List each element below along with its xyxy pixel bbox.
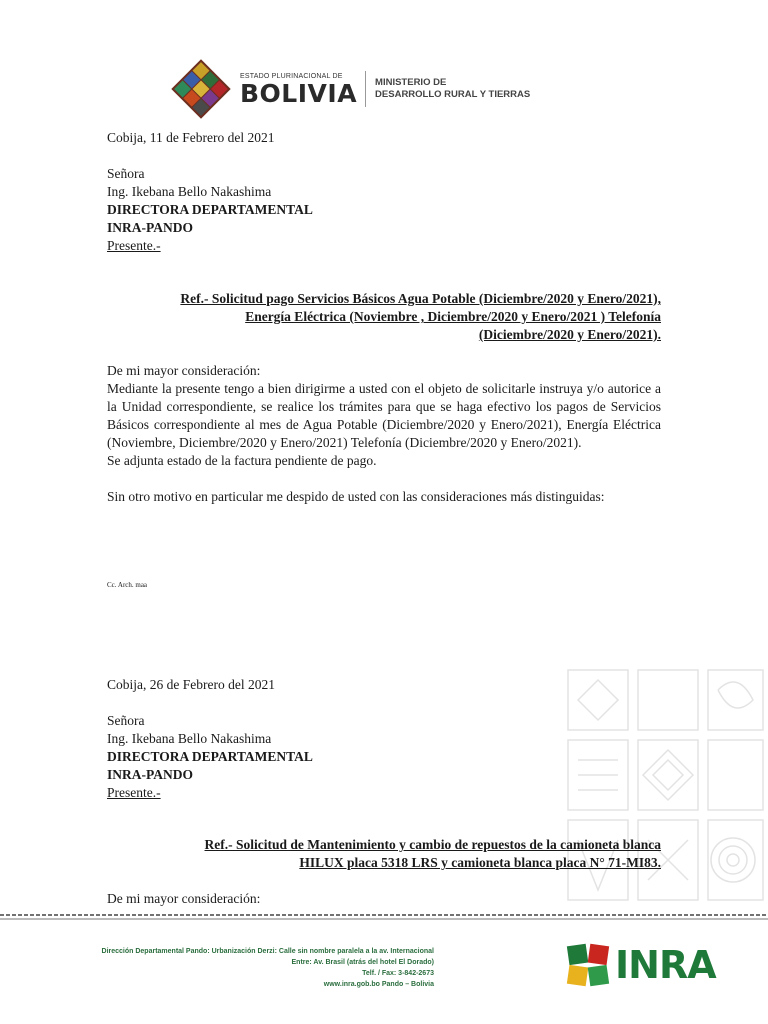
footer-line-1: Dirección Departamental Pando: Urbanización Derzi: Calle sin nombre paralela a la av. Internacional	[101, 948, 434, 955]
letter-1-presente: Presente.-	[107, 238, 161, 253]
letter-2-header	[107, 676, 661, 802]
letter-1-ref-line-3: (Diciembre/2020 y Enero/2021).	[478, 327, 661, 342]
letter-1-paragraph: Mediante la presente tengo a bien dirigirme a usted con el objeto de solicitarle instruya y/o autorice a la Unidad correspondiente, se realice los trámites para que se haga efectivo los pagos de Servicios Básicos correspondiente al mes de Agua Potable (Diciembre/2020 y Enero/2021), Energía Eléctrica (Noviembre, Diciembre/2020 y Enero/2021) Telefonía (Diciembre/2020 y Enero/2021).	[107, 381, 661, 450]
letter-1-org: INRA-PANDO	[107, 220, 193, 235]
inra-logo	[565, 942, 716, 988]
letter-2-ref-line-1: Ref.- Solicitud de Mantenimiento y cambio de repuestos de la camioneta blanca	[204, 837, 661, 852]
inra-wordmark: INRA	[615, 943, 716, 987]
letter-2-date: Cobija, 26 de Febrero del 2021	[107, 677, 275, 692]
letter-1-recipient: Ing. Ikebana Bello Nakashima	[107, 184, 272, 199]
footer-line-3: Telf. / Fax: 3-842-2673	[362, 970, 434, 977]
country-name: BOLIVIA	[240, 78, 358, 108]
header-divider	[365, 71, 366, 107]
state-label: ESTADO PLURINACIONAL DE	[240, 72, 343, 80]
letter-1-closing: Sin otro motivo en particular me despido de usted con las consideraciones más distinguidas:	[107, 489, 605, 504]
letter-1-body	[107, 362, 661, 506]
letter-2-recipient: Ing. Ikebana Bello Nakashima	[107, 731, 272, 746]
footer-divider	[0, 913, 768, 923]
inra-emblem-icon	[565, 942, 611, 988]
letter-1-date: Cobija, 11 de Febrero del 2021	[107, 130, 275, 145]
ministry-line-1: MINISTERIO DE	[375, 77, 447, 88]
footer-line-4: www.inra.gob.bo Pando – Bolivia	[323, 981, 434, 988]
letter-1-salutation: Señora	[107, 166, 145, 181]
letter-2-greeting: De mi mayor consideración:	[107, 891, 261, 906]
letter-1-title: DIRECTORA DEPARTAMENTAL	[107, 202, 313, 217]
ministry-line-2: DESARROLLO RURAL Y TIERRAS	[375, 89, 531, 100]
letter-1-cc: Cc. Arch. maa	[107, 581, 148, 589]
letter-1-greeting: De mi mayor consideración:	[107, 363, 261, 378]
letter-2-presente: Presente.-	[107, 785, 161, 800]
letter-2-org: INRA-PANDO	[107, 767, 193, 782]
letter-2-reference	[107, 836, 661, 872]
letter-2-title: DIRECTORA DEPARTAMENTAL	[107, 749, 313, 764]
letter-1-ref-line-1: Ref.- Solicitud pago Servicios Básicos Agua Potable (Diciembre/2020 y Enero/2021),	[180, 291, 661, 306]
letter-1-attachment: Se adjunta estado de la factura pendiente de pago.	[107, 453, 377, 468]
letter-1-reference	[107, 290, 661, 344]
footer-line-2: Entre: Av. Brasil (atrás del hotel El Dorado)	[291, 959, 434, 966]
bolivia-emblem-icon	[166, 54, 236, 124]
letter-1-header	[107, 129, 661, 255]
letter-2-salutation: Señora	[107, 713, 145, 728]
letter-2-ref-line-2: HILUX placa 5318 LRS y camioneta blanca placa N° 71-MI83.	[299, 855, 661, 870]
ministry-name	[375, 77, 530, 101]
ministry-header	[166, 54, 530, 124]
footer-address	[80, 946, 434, 990]
letter-1-ref-line-2: Energía Eléctrica (Noviembre , Diciembre/2020 y Enero/2021 ) Telefonía	[245, 309, 661, 324]
